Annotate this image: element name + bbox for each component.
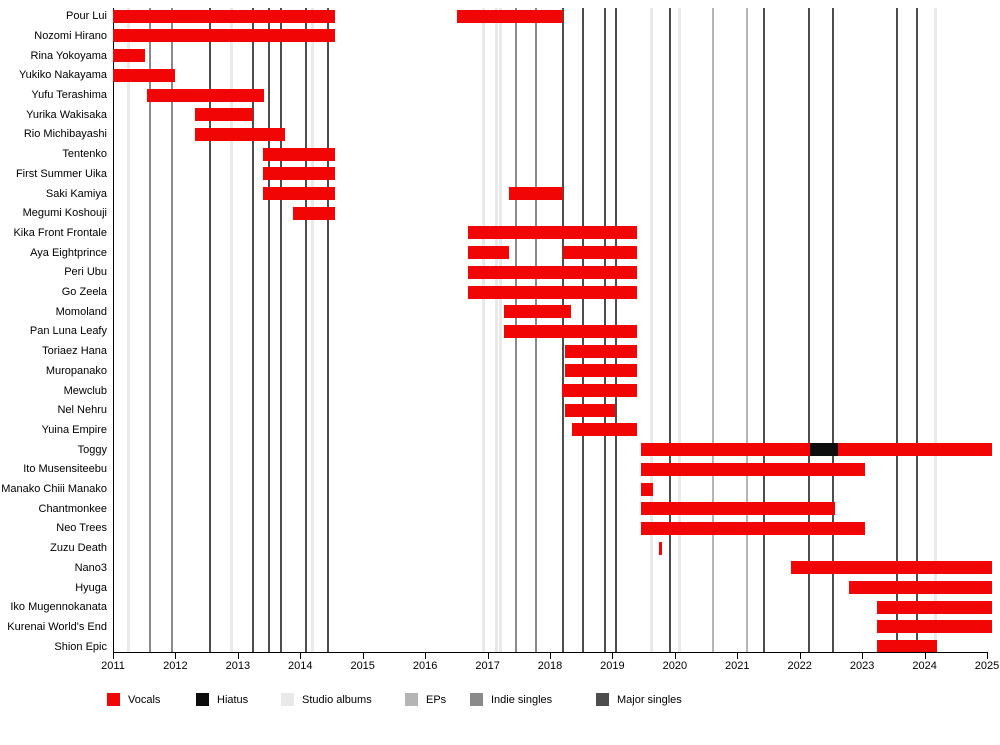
x-axis-tick: [925, 653, 926, 659]
vocals-bar: [849, 581, 992, 594]
x-axis-tick: [175, 653, 176, 659]
x-axis-year-label: 2013: [225, 660, 251, 672]
vocals-bar: [877, 601, 992, 614]
x-axis-year-label: 2011: [101, 660, 125, 672]
member-label: Hyuga: [75, 581, 107, 594]
x-axis-line: [113, 652, 988, 653]
legend-label: Hiatus: [217, 693, 249, 706]
vocals-bar: [468, 226, 638, 239]
legend-swatch-ep: [405, 693, 418, 706]
release-line-major: [327, 8, 329, 652]
vocals-bar: [113, 69, 175, 82]
x-axis-year-label: 2016: [412, 660, 438, 672]
x-axis-tick: [987, 653, 988, 659]
x-axis-year-label: 2020: [662, 660, 688, 672]
vocals-bar: [195, 108, 254, 121]
legend-label: Indie singles: [491, 693, 553, 706]
legend-item-ep: [405, 692, 446, 707]
vocals-bar: [563, 246, 637, 259]
release-line-major: [305, 8, 307, 652]
member-label: Manako Chiii Manako: [1, 483, 107, 495]
release-line-album: [495, 8, 498, 652]
legend-item-major: [596, 692, 682, 707]
member-label: Toriaez Hana: [42, 345, 107, 358]
hiatus-bar: [810, 443, 838, 456]
legend-label: EPs: [426, 693, 447, 706]
member-label: Tentenko: [62, 148, 107, 161]
x-axis-tick: [425, 653, 426, 659]
vocals-bar: [263, 187, 335, 200]
legend-swatch-hiatus: [196, 693, 209, 706]
legend-item-indie: [470, 692, 552, 707]
x-axis-year-label: 2014: [288, 660, 313, 672]
member-label: Muropanako: [45, 364, 107, 377]
member-label: Megumi Koshouji: [22, 207, 107, 220]
member-label: Kurenai World's End: [7, 620, 107, 633]
x-axis-year-label: 2025: [974, 660, 1000, 672]
member-label: Chantmonkee: [38, 502, 107, 515]
member-label: Nozomi Hirano: [34, 29, 107, 42]
release-line-major: [763, 8, 765, 652]
release-line-album: [311, 8, 314, 652]
vocals-bar: [468, 246, 509, 259]
member-label: Shion Epic: [54, 640, 107, 653]
x-axis-year-label: 2017: [475, 660, 500, 672]
release-line-major: [209, 8, 211, 652]
vocals-bar: [565, 345, 637, 358]
vocals-bar: [504, 305, 571, 318]
member-label: Yufu Terashima: [31, 89, 107, 101]
release-line-major: [268, 8, 270, 652]
x-axis-tick: [238, 653, 239, 659]
member-label: Ito Musensiteebu: [23, 463, 107, 476]
legend: [0, 692, 1000, 708]
member-label: Aya Eightprince: [30, 246, 107, 259]
vocals-bar: [791, 561, 992, 574]
release-line-indie: [149, 8, 151, 652]
x-axis-year-label: 2022: [787, 660, 812, 672]
member-label: Nel Nehru: [57, 404, 107, 417]
x-axis-tick: [862, 653, 863, 659]
x-axis-tick: [675, 653, 676, 659]
x-axis-tick: [550, 653, 551, 659]
release-line-major: [896, 8, 898, 652]
member-label: Pour Lui: [66, 10, 107, 23]
release-line-major: [280, 8, 282, 652]
vocals-bar: [641, 463, 866, 476]
vocals-bar: [457, 10, 563, 23]
release-line-indie: [171, 8, 173, 652]
release-line-album: [499, 8, 502, 652]
vocals-bar: [659, 542, 662, 555]
vocals-bar: [877, 620, 992, 633]
member-label: Yuina Empire: [41, 423, 107, 436]
release-line-major: [832, 8, 834, 652]
x-axis-year-label: 2019: [600, 660, 625, 672]
legend-label: Studio albums: [302, 693, 372, 706]
member-label: Toggy: [77, 443, 107, 456]
x-axis-tick: [363, 653, 364, 659]
vocals-bar: [113, 29, 335, 42]
member-label: Zuzu Death: [50, 542, 107, 555]
release-line-major: [669, 8, 671, 652]
release-line-major: [808, 8, 810, 652]
member-label: Peri Ubu: [64, 266, 107, 279]
x-axis-year-label: 2021: [725, 660, 750, 672]
member-label: Momoland: [55, 305, 107, 318]
vocals-bar: [641, 483, 654, 496]
x-axis-year-label: 2012: [163, 660, 188, 672]
member-label: Mewclub: [63, 384, 107, 397]
release-line-album: [482, 8, 485, 652]
release-line-ep: [712, 8, 714, 652]
y-axis-line: [113, 8, 114, 653]
x-axis-tick: [113, 653, 114, 659]
vocals-bar: [572, 423, 638, 436]
plot-area: [113, 8, 987, 652]
vocals-bar: [195, 128, 285, 141]
vocals-bar: [641, 502, 836, 515]
vocals-bar: [565, 404, 615, 417]
legend-swatch-album: [281, 693, 294, 706]
legend-label: Vocals: [128, 693, 161, 706]
release-line-album: [678, 8, 681, 652]
x-axis-year-label: 2024: [912, 660, 937, 672]
legend-swatch-vocals: [107, 693, 120, 706]
x-axis-year-label: 2015: [350, 660, 375, 672]
vocals-bar: [562, 384, 638, 397]
release-line-major: [916, 8, 918, 652]
legend-item-album: [281, 692, 372, 707]
member-label: Go Zeela: [61, 286, 107, 298]
vocals-bar: [468, 266, 638, 279]
x-axis-year-label: 2018: [537, 660, 563, 672]
vocals-bar: [838, 443, 992, 456]
vocals-bar: [641, 443, 811, 456]
vocals-bar: [565, 364, 637, 377]
release-line-album: [934, 8, 937, 652]
member-label: Neo Trees: [56, 522, 107, 535]
member-label: Kika Front Frontale: [13, 226, 107, 239]
release-line-ep: [746, 8, 748, 652]
vocals-bar: [263, 148, 335, 161]
member-label: Yurika Wakisaka: [26, 108, 107, 121]
vocals-bar: [504, 325, 638, 338]
x-axis-tick: [300, 653, 301, 659]
legend-swatch-indie: [470, 693, 483, 706]
vocals-bar: [641, 522, 866, 535]
release-line-album: [127, 8, 130, 652]
x-axis-tick: [488, 653, 489, 659]
x-axis-tick: [612, 653, 613, 659]
vocals-bar: [468, 286, 638, 299]
vocals-bar: [293, 207, 336, 220]
release-line-album: [650, 8, 653, 652]
member-label: Saki Kamiya: [45, 187, 107, 200]
release-line-major: [252, 8, 254, 652]
vocals-bar: [113, 10, 335, 23]
member-label: Yukiko Nakayama: [18, 69, 107, 82]
legend-swatch-major: [596, 693, 609, 706]
member-label: Nano3: [74, 561, 107, 574]
release-line-album: [230, 8, 233, 652]
vocals-bar: [113, 49, 145, 62]
y-axis-member-labels: [0, 8, 113, 652]
member-label: Rina Yokoyama: [30, 49, 107, 62]
member-label: Iko Mugennokanata: [10, 601, 107, 614]
vocals-bar: [263, 167, 335, 180]
member-label: Pan Luna Leafy: [29, 325, 107, 338]
legend-label: Major singles: [617, 693, 682, 706]
vocals-bar: [509, 187, 563, 200]
legend-item-vocals: [107, 692, 160, 707]
member-label: First Summer Uika: [15, 167, 107, 180]
vocals-bar: [147, 89, 264, 102]
member-label: Rio Michibayashi: [23, 128, 107, 141]
x-axis-year-label: 2023: [849, 660, 875, 672]
x-axis-tick: [800, 653, 801, 659]
legend-item-hiatus: [196, 692, 248, 707]
x-axis-tick: [737, 653, 738, 659]
